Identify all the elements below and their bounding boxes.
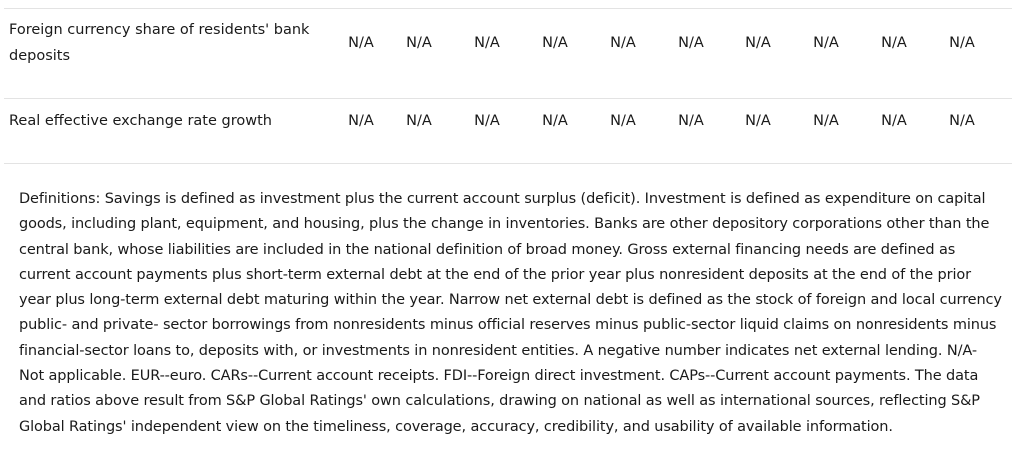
table-cell: N/A	[610, 113, 636, 129]
table-cell: N/A	[949, 35, 975, 51]
table-cell: N/A	[881, 113, 907, 129]
table-cell: N/A	[474, 113, 500, 129]
table-cell: N/A	[348, 35, 374, 51]
table-cell: N/A	[406, 113, 432, 129]
table-cell: N/A	[406, 35, 432, 51]
table-cell: N/A	[745, 113, 771, 129]
row-label: Real effective exchange rate growth	[9, 113, 272, 129]
table-row	[4, 9, 1012, 99]
row-label: Foreign currency share of residents' bank deposits	[9, 22, 310, 64]
table-cell: N/A	[610, 35, 636, 51]
table-cell: N/A	[678, 113, 704, 129]
table-cell: N/A	[813, 35, 839, 51]
table-row	[4, 99, 1012, 164]
table-cell: N/A	[474, 35, 500, 51]
table-cell: N/A	[542, 113, 568, 129]
table-cell: N/A	[949, 113, 975, 129]
table-cell: N/A	[813, 113, 839, 129]
table-cell: N/A	[348, 113, 374, 129]
table-cell: N/A	[745, 35, 771, 51]
table-cell: N/A	[678, 35, 704, 51]
table-cell: N/A	[542, 35, 568, 51]
definitions-footnote: Definitions: Savings is defined as investment plus the current account surplus (deficit). Investment is defined as expenditure on capital goods, including plant, equipment, and housing, plus the change in inventories. Banks are other depository corporations other than the central bank, whose liabilities are included in the national definition of broad money. Gross external financing needs are defined as current account payments plus short-term external debt at the end of the prior year plus nonresident deposits at the end of the prior year plus long-term external debt maturing within the year. Narrow net external debt is defined as the stock of foreign and local currency public- and private- sector borrowings from nonresidents minus official reserves minus public-sector liquid claims on nonresidents minus financial-sector loans to, deposits with, or investments in nonresident entities. A negative number indicates net external lending. N/A- Not applicable. EUR--euro. CARs--Current account receipts. FDI--Foreign direct investment. CAPs--Current account payments. The data and ratios above result from S&P Global Ratings' own calculations, drawing on national as well as international sources, reflecting S&P Global Ratings' independent view on the timeliness, coverage, accuracy, credibility, and usability of available information.	[19, 191, 1002, 435]
table-cell: N/A	[881, 35, 907, 51]
